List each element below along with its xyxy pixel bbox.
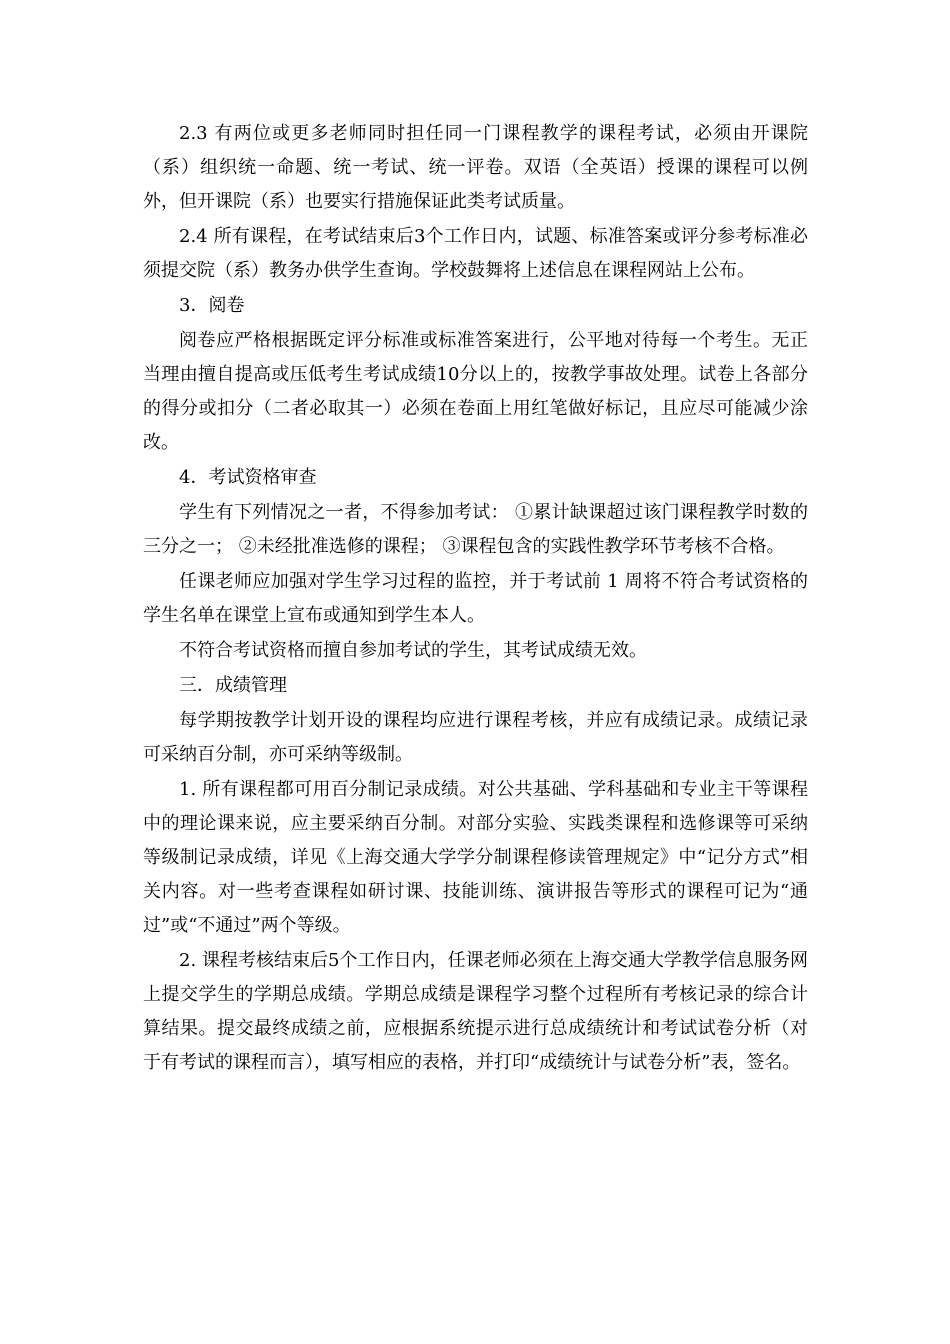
paragraph-2-3: 2.3 有两位或更多老师同时担任同一门课程教学的课程考试，必须由开课院（系）组织统一命题、统一考试、统一评卷。双语（全英语）授课的课程可以例外，但开课院（系）也要实行措施保证此类考试质量。 bbox=[143, 123, 808, 212]
paragraph-score-rule-1: 1. 所有课程都可用百分制记录成绩。对公共基础、学科基础和专业主干等课程中的理论课来说，应主要采纳百分制。对部分实验、实践类课程和选修课等可采纳等级制记录成绩，详见《上海交通大学学分制课程修读管理规定》中“记分方式”相关内容。对一些考查课程如研讨课、技能训练、演讲报告等形式的课程可记为“通过”或“不通过”两个等级。 bbox=[143, 779, 808, 936]
paragraph-eligibility-conditions: 学生有下列情况之一者，不得参加考试： ①累计缺课超过该门课程教学时数的三分之一； ②未经批准选修的课程； ③课程包含的实践性教学环节考核不合格。 bbox=[143, 502, 808, 557]
heading-exam-eligibility: 4．考试资格审查 bbox=[179, 467, 317, 488]
paragraph-eligibility-notice: 任课老师应加强对学生学习过程的监控，并于考试前 1 周将不符合考试资格的学生名单在课堂上宣布或通知到学生本人。 bbox=[143, 571, 808, 626]
paragraph-2-4: 2.4 所有课程，在考试结束后3个工作日内，试题、标准答案或评分参考标准必须提交院（系）教务办供学生查询。学校鼓舞将上述信息在课程网站上公布。 bbox=[143, 226, 808, 281]
document-body bbox=[143, 117, 808, 1081]
paragraph-eligibility-invalid: 不符合考试资格而擅自参加考试的学生，其考试成绩无效。 bbox=[179, 640, 647, 661]
heading-grading: 3．阅卷 bbox=[179, 295, 245, 316]
heading-score-management: 三．成绩管理 bbox=[179, 675, 287, 696]
paragraph-grading: 阅卷应严格根据既定评分标准或标准答案进行，公平地对待每一个考生。无正当理由擅自提高或压低考生考试成绩10分以上的，按教学事故处理。试卷上各部分的得分或扣分（二者必取其一）必须在卷面上用红笔做好标记，且应尽可能减少涂改。 bbox=[143, 330, 808, 453]
paragraph-score-records: 每学期按教学计划开设的课程均应进行课程考核，并应有成绩记录。成绩记录可采纳百分制，亦可采纳等级制。 bbox=[143, 710, 808, 765]
paragraph-score-rule-2: 2. 课程考核结束后5个工作日内，任课老师必须在上海交通大学教学信息服务网上提交学生的学期总成绩。学期总成绩是课程学习整个过程所有考核记录的综合计算结果。提交最终成绩之前，应根据系统提示进行总成绩统计和考试试卷分析（对于有考试的课程而言），填写相应的表格，并打印“成绩统计与试卷分析”表，签名。 bbox=[143, 950, 808, 1073]
